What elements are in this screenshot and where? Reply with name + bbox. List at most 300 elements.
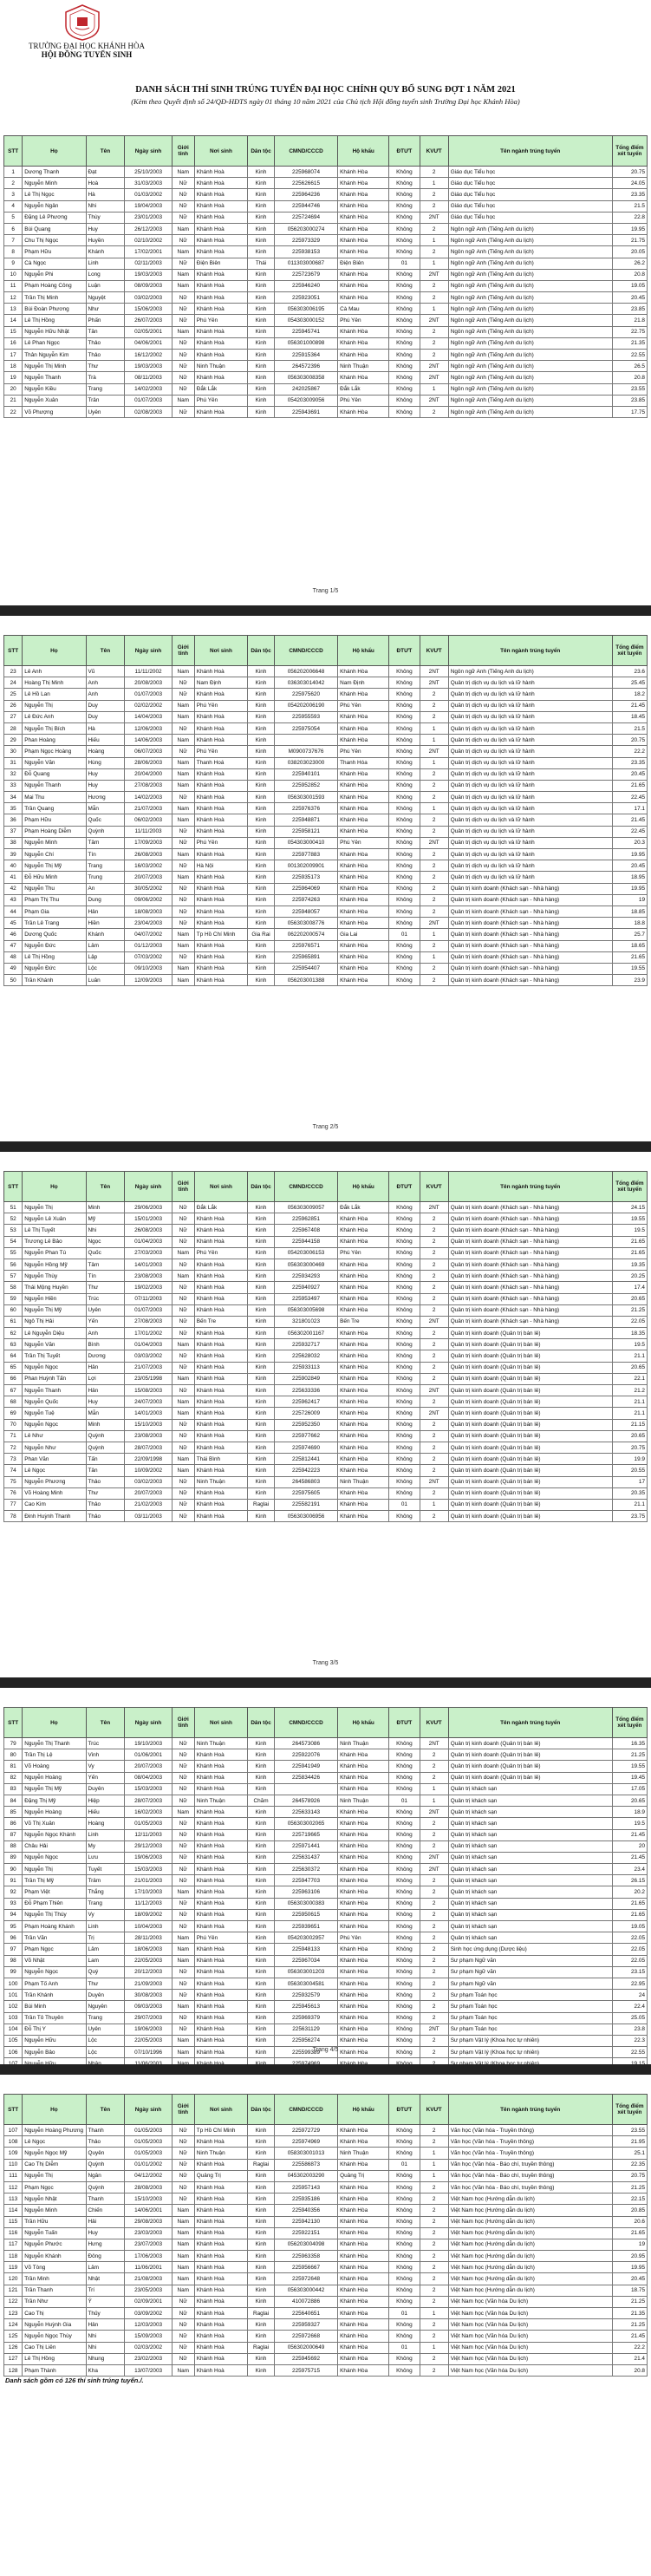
- cell-first-name: Vy: [86, 1761, 125, 1772]
- cell-stt: 46: [4, 929, 23, 940]
- cell-total-score: 20.45: [612, 860, 647, 872]
- cell-id-number: 225582191: [274, 1499, 337, 1510]
- cell-priority-group: Không: [389, 1293, 420, 1304]
- cell-priority-area: 1: [420, 757, 448, 768]
- cell-major: Quản trị kinh doanh (Khách sạn - Nhà hàng): [448, 1213, 612, 1225]
- cell-priority-area: 1: [420, 1499, 448, 1510]
- cell-birth-place: Khánh Hoà: [194, 1921, 247, 1932]
- cell-major: Quản trị dịch vụ du lịch và lữ hành: [448, 677, 612, 689]
- cell-priority-group: Không: [389, 1761, 420, 1772]
- cell-priority-area: 2: [420, 1818, 448, 1829]
- cell-id-number: 038203023000: [274, 757, 337, 768]
- cell-priority-area: 2NT: [420, 666, 448, 677]
- cell-priority-group: Không: [389, 1921, 420, 1932]
- cell-birth-date: 08/09/2003: [125, 280, 172, 291]
- cell-ethnicity: Kinh: [248, 1247, 275, 1259]
- cell-stt: 2: [4, 178, 23, 189]
- cell-birth-date: 19/03/2003: [125, 269, 172, 280]
- cell-last-name: Hoàng Thị Minh: [23, 677, 86, 689]
- cell-birth-place: Khánh Hoà: [194, 1282, 247, 1293]
- cell-last-name: Nguyễn Ngọc: [23, 1419, 86, 1430]
- column-header-id-number: CMND/CCCD: [274, 2095, 337, 2125]
- cell-total-score: 20.75: [612, 735, 647, 746]
- cell-ethnicity: Kinh: [248, 2216, 275, 2227]
- cell-ethnicity: Kinh: [248, 780, 275, 791]
- cell-major: Sư phạm Ngữ văn: [448, 1955, 612, 1966]
- cell-priority-area: 2NT: [420, 315, 448, 326]
- cell-ethnicity: Kinh: [248, 361, 275, 372]
- cell-stt: 43: [4, 894, 23, 906]
- cell-ethnicity: Kinh: [248, 1430, 275, 1442]
- cell-priority-area: 1: [420, 2342, 448, 2353]
- cell-gender: Nam: [172, 814, 194, 826]
- cell-first-name: Hiệp: [86, 1795, 125, 1806]
- cell-birth-date: 14/06/2001: [125, 2205, 172, 2216]
- cell-major: Việt Nam học (Văn hóa Du lịch): [448, 2331, 612, 2342]
- cell-first-name: Anh: [86, 1328, 125, 1339]
- cell-gender: Nữ: [172, 792, 194, 803]
- cell-total-score: 25.05: [612, 2012, 647, 2024]
- cell-ethnicity: Kinh: [248, 2001, 275, 2012]
- cell-household: Khánh Hòa: [338, 2364, 389, 2376]
- cell-priority-group: Không: [389, 315, 420, 326]
- table-row: [4, 212, 648, 223]
- cell-gender: Nam: [172, 757, 194, 768]
- table-row: [4, 929, 648, 940]
- cell-birth-place: Khánh Hoà: [194, 826, 247, 837]
- cell-major: Quản trị kinh doanh (Quản trị bán lẻ): [448, 1738, 612, 1749]
- cell-gender: Nam: [172, 280, 194, 291]
- cell-gender: Nam: [172, 849, 194, 860]
- cell-birth-place: Khánh Hoà: [194, 1955, 247, 1966]
- cell-birth-place: Khánh Hoà: [194, 1944, 247, 1955]
- cell-priority-area: 2: [420, 2364, 448, 2376]
- cell-priority-area: 2: [420, 326, 448, 337]
- cell-first-name: Thư: [86, 361, 125, 372]
- school-seal-icon: [61, 3, 104, 42]
- cell-stt: 39: [4, 849, 23, 860]
- cell-stt: 16: [4, 337, 23, 349]
- cell-stt: 52: [4, 1213, 23, 1225]
- cell-birth-date: 30/05/2002: [125, 883, 172, 894]
- cell-birth-date: 25/10/2003: [125, 167, 172, 178]
- cell-total-score: 22.15: [612, 2194, 647, 2205]
- cell-first-name: Tín: [86, 849, 125, 860]
- cell-stt: 67: [4, 1385, 23, 1396]
- cell-birth-place: Khánh Hoà: [194, 2239, 247, 2250]
- page-title: DANH SÁCH THÍ SINH TRÚNG TUYỂN ĐẠI HỌC CHÍNH QUY BỔ SUNG ĐỢT 1 NĂM 2021: [135, 85, 516, 95]
- cell-birth-place: Khánh Hoà: [194, 849, 247, 860]
- table-row: [4, 1909, 648, 1920]
- cell-household: Khánh Hòa: [338, 1362, 389, 1373]
- table-row: [4, 1373, 648, 1384]
- cell-stt: 27: [4, 711, 23, 722]
- table-row: [4, 2035, 648, 2046]
- cell-major: Ngôn ngữ Anh (Tiếng Anh du lịch): [448, 361, 612, 372]
- table-row: [4, 326, 648, 337]
- cell-birth-date: 03/11/2003: [125, 1511, 172, 1522]
- cell-priority-group: Không: [389, 1304, 420, 1316]
- cell-stt: 96: [4, 1932, 23, 1944]
- cell-gender: Nam: [172, 269, 194, 280]
- cell-birth-place: Điện Biên: [194, 258, 247, 269]
- cell-first-name: Duyên: [86, 1783, 125, 1795]
- cell-first-name: Trị: [86, 1932, 125, 1944]
- cell-gender: Nữ: [172, 1738, 194, 1749]
- cell-priority-group: Không: [389, 1202, 420, 1213]
- cell-priority-group: 01: [389, 2308, 420, 2319]
- cell-total-score: 23.6: [612, 666, 647, 677]
- page-subtitle: (Kèm theo Quyết định số 24/QĐ-HĐTS ngày 01 tháng 10 năm 2021 của Chủ tịch Hội đồng tuyển sinh Trường Đại học Khánh Hòa): [131, 97, 520, 106]
- cell-last-name: Trần Hữu: [23, 2216, 86, 2227]
- table-row: [4, 1328, 648, 1339]
- cell-gender: Nữ: [172, 2308, 194, 2319]
- table-row: [4, 700, 648, 711]
- cell-priority-group: Không: [389, 757, 420, 768]
- cell-ethnicity: Kinh: [248, 951, 275, 963]
- cell-last-name: Nguyễn Ngọc: [23, 1362, 86, 1373]
- cell-first-name: Nhi: [86, 1225, 125, 1236]
- cell-first-name: Thư: [86, 1282, 125, 1293]
- table-row: [4, 2353, 648, 2364]
- cell-gender: Nữ: [172, 1499, 194, 1510]
- cell-major: Việt Nam học (Hướng dẫn du lịch): [448, 2285, 612, 2296]
- cell-birth-place: Khánh Hoà: [194, 2216, 247, 2227]
- cell-priority-area: 1: [420, 2170, 448, 2181]
- cell-priority-area: 2: [420, 1840, 448, 1852]
- cell-first-name: Ý: [86, 2296, 125, 2307]
- column-header-birth-place: Nơi sinh: [194, 2095, 247, 2125]
- cell-id-number: 225972729: [274, 2125, 337, 2136]
- cell-birth-place: Khánh Hoà: [194, 1772, 247, 1783]
- table-row: [4, 1225, 648, 1236]
- cell-stt: 44: [4, 906, 23, 917]
- cell-last-name: Trần Thị Minh: [23, 292, 86, 304]
- cell-priority-area: 2: [420, 2353, 448, 2364]
- cell-ethnicity: Kinh: [248, 1373, 275, 1384]
- cell-major: Văn học (Văn hóa - Báo chí, truyền thông): [448, 2159, 612, 2170]
- cell-id-number: 225640651: [274, 2308, 337, 2319]
- cell-stt: 60: [4, 1304, 23, 1316]
- table-header-row: [4, 2095, 648, 2125]
- cell-gender: Nam: [172, 1807, 194, 1818]
- cell-household: Ninh Thuận: [338, 2148, 389, 2159]
- cell-ethnicity: Kinh: [248, 1213, 275, 1225]
- cell-priority-group: Không: [389, 2012, 420, 2024]
- cell-priority-group: Không: [389, 2024, 420, 2035]
- cell-birth-place: Khánh Hoà: [194, 2024, 247, 2035]
- cell-total-score: 21.1: [612, 1499, 647, 1510]
- cell-total-score: 20.75: [612, 1442, 647, 1453]
- cell-birth-place: Khánh Hoà: [194, 792, 247, 803]
- cell-priority-group: Không: [389, 2262, 420, 2273]
- cell-total-score: 20.65: [612, 1362, 647, 1373]
- cell-last-name: Trương Lê Bảo: [23, 1236, 86, 1247]
- table-row: [4, 1852, 648, 1863]
- cell-household: Phú Yên: [338, 700, 389, 711]
- cell-id-number: 321801023: [274, 1316, 337, 1327]
- cell-priority-area: 2: [420, 780, 448, 791]
- table-row: [4, 757, 648, 768]
- cell-stt: 34: [4, 792, 23, 803]
- cell-birth-date: 06/07/2003: [125, 746, 172, 757]
- cell-birth-place: Khánh Hoà: [194, 1978, 247, 1989]
- cell-priority-area: 2NT: [420, 918, 448, 929]
- cell-ethnicity: Kinh: [248, 2319, 275, 2331]
- cell-first-name: Trí: [86, 2285, 125, 2296]
- page-footer: Trang 4/5: [312, 2047, 339, 2053]
- cell-birth-place: Khánh Hoà: [194, 735, 247, 746]
- cell-first-name: Duy: [86, 711, 125, 722]
- cell-gender: Nữ: [172, 2024, 194, 2035]
- cell-birth-place: Phú Yên: [194, 1247, 247, 1259]
- cell-major: Quản trị khách sạn: [448, 1875, 612, 1886]
- cell-total-score: 21.5: [612, 722, 647, 734]
- cell-major: Ngôn ngữ Anh (Tiếng Anh du lịch): [448, 304, 612, 315]
- cell-total-score: 20.45: [612, 292, 647, 304]
- cell-birth-place: Khánh Hoà: [194, 2273, 247, 2285]
- table-row: [4, 395, 648, 406]
- cell-first-name: Trúc: [86, 1293, 125, 1304]
- cell-priority-area: 2: [420, 1465, 448, 1476]
- cell-gender: Nam: [172, 395, 194, 406]
- cell-first-name: Linh: [86, 258, 125, 269]
- cell-id-number: 225633336: [274, 1385, 337, 1396]
- table-row: [4, 666, 648, 677]
- cell-id-number: 225945613: [274, 2001, 337, 2012]
- cell-last-name: Nguyễn Minh: [23, 2205, 86, 2216]
- cell-birth-date: 19/06/2003: [125, 1852, 172, 1863]
- cell-priority-group: Không: [389, 326, 420, 337]
- column-header-id-number: CMND/CCCD: [274, 136, 337, 167]
- cell-household: Khánh Hòa: [338, 849, 389, 860]
- cell-priority-group: Không: [389, 975, 420, 986]
- cell-ethnicity: Kinh: [248, 666, 275, 677]
- cell-ethnicity: Kinh: [248, 803, 275, 814]
- cell-birth-place: Khánh Hoà: [194, 2251, 247, 2262]
- cell-birth-place: Ninh Thuận: [194, 361, 247, 372]
- cell-birth-date: 04/06/2001: [125, 337, 172, 349]
- cell-first-name: Quốc: [86, 1247, 125, 1259]
- column-header-household: Hộ khẩu: [338, 1708, 389, 1738]
- cell-priority-group: Không: [389, 2285, 420, 2296]
- cell-birth-date: 26/08/2003: [125, 1225, 172, 1236]
- column-header-stt: STT: [4, 136, 23, 167]
- column-header-last-name: Họ: [23, 1708, 86, 1738]
- cell-total-score: 22.05: [612, 1932, 647, 1944]
- table-row: [4, 860, 648, 872]
- cell-stt: 40: [4, 860, 23, 872]
- cell-household: Khánh Hòa: [338, 1385, 389, 1396]
- cell-total-score: 17.75: [612, 406, 647, 417]
- cell-priority-area: 2: [420, 2012, 448, 2024]
- cell-birth-place: Khánh Hoà: [194, 1761, 247, 1772]
- cell-id-number: 054303000152: [274, 315, 337, 326]
- cell-priority-group: Không: [389, 383, 420, 395]
- cell-priority-group: Không: [389, 2364, 420, 2376]
- cell-birth-place: Khánh Hoà: [194, 1829, 247, 1840]
- cell-birth-date: 28/08/2003: [125, 2181, 172, 2193]
- table-row: [4, 975, 648, 986]
- cell-last-name: Đỗ Hữu Minh: [23, 872, 86, 883]
- cell-stt: 37: [4, 826, 23, 837]
- cell-gender: Nữ: [172, 1225, 194, 1236]
- cell-total-score: 21.35: [612, 337, 647, 349]
- table-row: [4, 2296, 648, 2307]
- cell-first-name: Nguyên: [86, 2001, 125, 2012]
- cell-id-number: 225939651: [274, 1921, 337, 1932]
- table-row: [4, 350, 648, 361]
- cell-first-name: Duyên: [86, 1990, 125, 2001]
- cell-birth-date: 23/07/2003: [125, 2239, 172, 2250]
- cell-gender: Nam: [172, 2227, 194, 2239]
- cell-ethnicity: Kinh: [248, 837, 275, 848]
- cell-id-number: 225719665: [274, 1829, 337, 1840]
- cell-ethnicity: Kinh: [248, 1738, 275, 1749]
- cell-priority-group: Không: [389, 2194, 420, 2205]
- cell-birth-place: Khánh Hoà: [194, 2296, 247, 2307]
- cell-priority-group: Không: [389, 826, 420, 837]
- cell-birth-place: Khánh Hoà: [194, 350, 247, 361]
- cell-birth-date: 01/04/2003: [125, 1339, 172, 1350]
- table-row: [4, 780, 648, 791]
- cell-total-score: 17.4: [612, 1282, 647, 1293]
- cell-id-number: 011303000687: [274, 258, 337, 269]
- cell-birth-place: Khánh Hoà: [194, 269, 247, 280]
- cell-last-name: Bùi Quang: [23, 223, 86, 234]
- cell-first-name: Thùy: [86, 212, 125, 223]
- cell-household: Khánh Hòa: [338, 1396, 389, 1408]
- column-header-priority-area: KVƯT: [420, 636, 448, 666]
- cell-ethnicity: Kinh: [248, 1852, 275, 1863]
- admission-table: [3, 135, 648, 418]
- cell-birth-place: Khánh Hoà: [194, 280, 247, 291]
- cell-birth-date: 19/06/2003: [125, 2024, 172, 2035]
- cell-birth-place: Khánh Hoà: [194, 246, 247, 258]
- cell-priority-area: 2NT: [420, 2024, 448, 2035]
- cell-stt: 95: [4, 1921, 23, 1932]
- cell-id-number: 225975715: [274, 2364, 337, 2376]
- cell-stt: 126: [4, 2342, 23, 2353]
- cell-last-name: Trần Văn: [23, 1932, 86, 1944]
- cell-priority-area: 2: [420, 2273, 448, 2285]
- cell-priority-area: 2: [420, 1875, 448, 1886]
- cell-total-score: 20.3: [612, 837, 647, 848]
- column-header-total-score: Tổng điểm xét tuyển: [612, 1172, 647, 1202]
- cell-last-name: Nguyễn Thị Mỹ: [23, 1304, 86, 1316]
- cell-ethnicity: Kinh: [248, 2125, 275, 2136]
- cell-priority-group: Không: [389, 1944, 420, 1955]
- cell-gender: Nữ: [172, 826, 194, 837]
- cell-ethnicity: Kinh: [248, 223, 275, 234]
- cell-birth-date: 28/07/2003: [125, 1795, 172, 1806]
- cell-id-number: 225932579: [274, 1990, 337, 2001]
- cell-birth-place: Đắk Lắk: [194, 1202, 247, 1213]
- cell-birth-place: Khánh Hoà: [194, 2181, 247, 2193]
- table-header-row: [4, 1172, 648, 1202]
- cell-gender: Nam: [172, 1465, 194, 1476]
- cell-major: Quản trị dịch vụ du lịch và lữ hành: [448, 814, 612, 826]
- cell-priority-group: Không: [389, 940, 420, 951]
- cell-major: Giáo dục Tiểu học: [448, 167, 612, 178]
- cell-first-name: Lộc: [86, 2047, 125, 2058]
- cell-birth-date: 14/04/2003: [125, 711, 172, 722]
- cell-priority-area: 2NT: [420, 746, 448, 757]
- cell-priority-area: 2NT: [420, 837, 448, 848]
- cell-id-number: 056303009057: [274, 1202, 337, 1213]
- cell-birth-place: Khánh Hoà: [194, 1875, 247, 1886]
- cell-total-score: 23.35: [612, 189, 647, 200]
- cell-first-name: Tâm: [86, 837, 125, 848]
- cell-birth-place: Phú Yên: [194, 746, 247, 757]
- cell-priority-group: Không: [389, 860, 420, 872]
- cell-last-name: Phạm Ngọc: [23, 1944, 86, 1955]
- column-header-total-score: Tổng điểm xét tuyển: [612, 1708, 647, 1738]
- cell-stt: 115: [4, 2216, 23, 2227]
- cell-id-number: 225945692: [274, 2353, 337, 2364]
- cell-gender: Nữ: [172, 1419, 194, 1430]
- cell-birth-date: 27/03/2003: [125, 1247, 172, 1259]
- table-row: [4, 1990, 648, 2001]
- table-row: [4, 223, 648, 234]
- cell-first-name: Lâm: [86, 940, 125, 951]
- cell-major: Ngôn ngữ Anh (Tiếng Anh du lịch): [448, 372, 612, 383]
- cell-stt: 87: [4, 1829, 23, 1840]
- cell-stt: 64: [4, 1350, 23, 1362]
- cell-id-number: M0900737676: [274, 746, 337, 757]
- cell-first-name: Thảo: [86, 2136, 125, 2148]
- cell-stt: 80: [4, 1749, 23, 1761]
- cell-last-name: Trần Thị Lệ: [23, 1749, 86, 1761]
- cell-first-name: Lâm: [86, 2262, 125, 2273]
- cell-total-score: 19.05: [612, 280, 647, 291]
- cell-birth-place: Khánh Hoà: [194, 372, 247, 383]
- cell-total-score: 20.25: [612, 1271, 647, 1282]
- cell-birth-place: Ninh Thuận: [194, 2148, 247, 2159]
- cell-stt: 6: [4, 223, 23, 234]
- cell-priority-area: 2: [420, 975, 448, 986]
- cell-major: Quản trị dịch vụ du lịch và lữ hành: [448, 722, 612, 734]
- cell-priority-group: Không: [389, 223, 420, 234]
- cell-first-name: Trung: [86, 872, 125, 883]
- cell-last-name: Phạm Thị Thu: [23, 894, 86, 906]
- cell-birth-date: 19/03/2003: [125, 361, 172, 372]
- cell-id-number: 056303004581: [274, 1978, 337, 1989]
- cell-first-name: Quốc: [86, 814, 125, 826]
- cell-priority-area: 2NT: [420, 1316, 448, 1327]
- cell-major: Ngôn ngữ Anh (Tiếng Anh du lịch): [448, 666, 612, 677]
- cell-total-score: 20.2: [612, 1886, 647, 1898]
- cell-stt: 77: [4, 1499, 23, 1510]
- cell-priority-group: Không: [389, 1259, 420, 1270]
- table-row: [4, 1487, 648, 1499]
- cell-household: Khánh Hòa: [338, 722, 389, 734]
- cell-household: Khánh Hòa: [338, 1807, 389, 1818]
- cell-first-name: Thảo: [86, 1499, 125, 1510]
- cell-total-score: 21.2: [612, 1385, 647, 1396]
- cell-last-name: Nguyễn Ngọc Thùy: [23, 2331, 86, 2342]
- cell-id-number: 056303000383: [274, 1898, 337, 1909]
- cell-birth-date: 20/12/2003: [125, 1966, 172, 1978]
- cell-birth-place: Khánh Hoà: [194, 1236, 247, 1247]
- table-row: [4, 2216, 648, 2227]
- cell-birth-place: Khánh Hoà: [194, 1385, 247, 1396]
- cell-priority-group: Không: [389, 1772, 420, 1783]
- cell-last-name: Bùi Đoàn Phương: [23, 304, 86, 315]
- cell-birth-date: 17/09/2003: [125, 837, 172, 848]
- cell-ethnicity: Kinh: [248, 1396, 275, 1408]
- cell-id-number: 225923051: [274, 292, 337, 304]
